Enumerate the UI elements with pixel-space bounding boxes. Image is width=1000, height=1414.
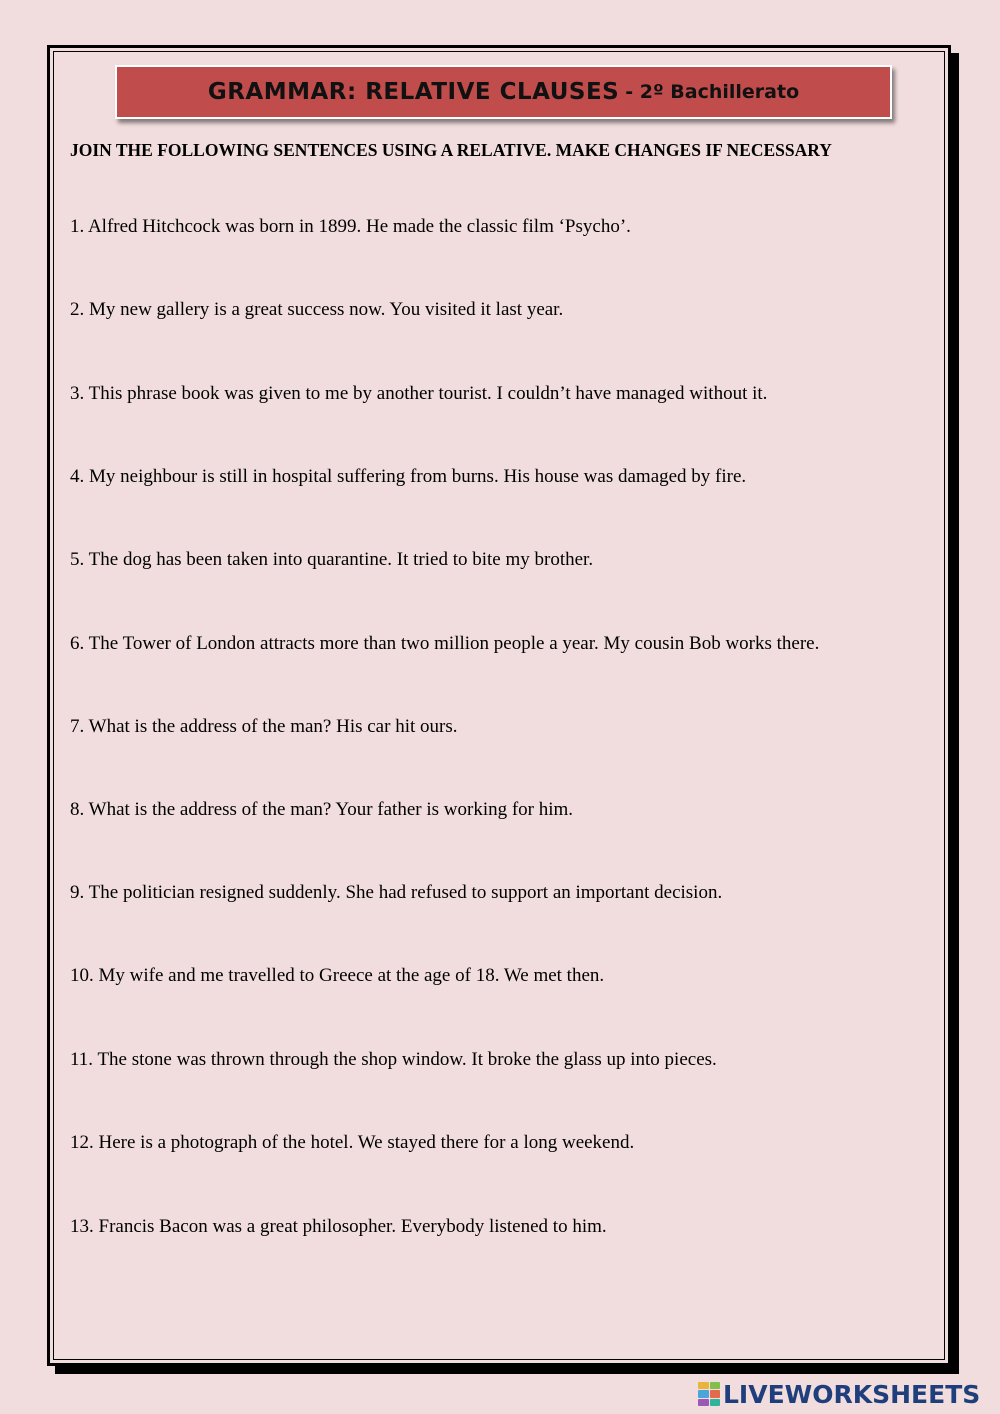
question-5: 5. The dog has been taken into quarantine. It tried to bite my brother. bbox=[70, 549, 594, 570]
question-3: 3. This phrase book was given to me by another tourist. I couldn’t have managed without it. bbox=[70, 383, 768, 404]
question-4: 4. My neighbour is still in hospital suffering from burns. His house was damaged by fire. bbox=[70, 466, 747, 487]
liveworksheets-logo[interactable] bbox=[698, 1381, 980, 1407]
worksheet-inner-border bbox=[53, 51, 945, 1360]
question-10: 10. My wife and me travelled to Greece at the age of 18. We met then. bbox=[70, 965, 605, 986]
question-12: 12. Here is a photograph of the hotel. We stayed there for a long weekend. bbox=[70, 1132, 635, 1153]
question-7: 7. What is the address of the man? His car hit ours. bbox=[70, 716, 458, 737]
instructions: JOIN THE FOLLOWING SENTENCES USING A RELATIVE. MAKE CHANGES IF NECESSARY bbox=[70, 140, 832, 160]
question-1: 1. Alfred Hitchcock was born in 1899. He made the classic film ‘Psycho’. bbox=[70, 216, 631, 237]
question-11: 11. The stone was thrown through the shop window. It broke the glass up into pieces. bbox=[70, 1049, 717, 1070]
worksheet-subtitle: - 2º Bachillerato bbox=[625, 81, 800, 103]
title-banner bbox=[115, 65, 892, 119]
question-9: 9. The politician resigned suddenly. She had refused to support an important decision. bbox=[70, 882, 723, 903]
liveworksheets-logo-text: LIVEWORKSHEETS bbox=[723, 1379, 981, 1409]
question-6: 6. The Tower of London attracts more than two million people a year. My cousin Bob works there. bbox=[70, 633, 820, 654]
worksheet-title: GRAMMAR: RELATIVE CLAUSES bbox=[207, 79, 620, 105]
question-13: 13. Francis Bacon was a great philosopher. Everybody listened to him. bbox=[70, 1216, 607, 1237]
question-2: 2. My new gallery is a great success now. You visited it last year. bbox=[70, 299, 564, 320]
liveworksheets-logo-icon bbox=[698, 1382, 720, 1406]
worksheet-frame bbox=[47, 45, 951, 1366]
question-8: 8. What is the address of the man? Your father is working for him. bbox=[70, 799, 574, 820]
